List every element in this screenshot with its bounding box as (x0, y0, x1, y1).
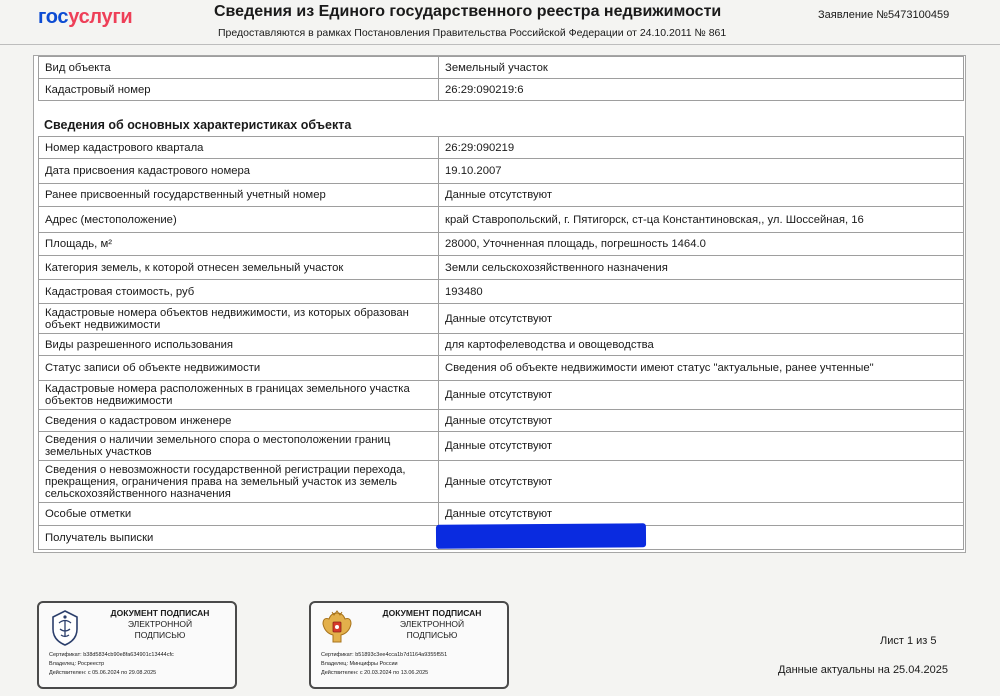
row-label: Получатель выписки (39, 526, 439, 550)
table-row (39, 410, 964, 432)
row-value: край Ставропольский, г. Пятигорск, ст-ца Константиновская,, ул. Шоссейная, 16 (439, 207, 964, 233)
row-value: Данные отсутствуют (439, 503, 964, 526)
stamp-heading: ЭЛЕКТРОННОЙ (127, 619, 193, 629)
table-row (39, 233, 964, 256)
row-value: Данные отсутствуют (439, 381, 964, 410)
signature-stamp-rosreestr (37, 601, 237, 689)
stamp-certificate: Сертификат: b38d5834cb90e8fa634901c13444cfc (49, 652, 174, 658)
header-divider (0, 44, 1000, 45)
row-label: Особые отметки (39, 503, 439, 526)
document-header (0, 0, 1000, 46)
row-value: 19.10.2007 (439, 159, 964, 184)
table-row (39, 184, 964, 207)
row-label: Площадь, м² (39, 233, 439, 256)
row-value: Данные отсутствуют (439, 461, 964, 503)
row-label: Сведения о невозможности государственной регистрации перехода, прекращения, ограничения права на земельный участок из земель сельскохозяйственного назначения (39, 461, 439, 503)
row-value: 28000, Уточненная площадь, погрешность 1464.0 (439, 233, 964, 256)
row-label: Виды разрешенного использования (39, 334, 439, 356)
stamp-heading: ЭЛЕКТРОННОЙ (399, 619, 465, 629)
row-value: 26:29:090219 (439, 137, 964, 159)
row-value: Данные отсутствуют (439, 432, 964, 461)
table-row (39, 334, 964, 356)
table-row (39, 503, 964, 526)
row-label: Кадастровая стоимость, руб (39, 280, 439, 304)
row-label: Кадастровые номера объектов недвижимости, из которых образован объект недвижимости (39, 304, 439, 334)
stamp-heading: ПОДПИСЬЮ (134, 630, 186, 640)
page-number: Лист 1 из 5 (880, 635, 937, 647)
data-actual-date: Данные актуальны на 25.04.2025 (778, 664, 948, 676)
redaction-mark (436, 523, 646, 548)
stamp-heading: ДОКУМЕНТ ПОДПИСАН (110, 608, 210, 618)
document-subtitle: Предоставляются в рамках Постановления Правительства Российской Федерации от 24.10.2011 № 861 (218, 27, 727, 39)
stamp-heading: ПОДПИСЬЮ (406, 630, 458, 640)
table-row (39, 79, 964, 101)
row-value: Земли сельскохозяйственного назначения (439, 256, 964, 280)
table-row (39, 356, 964, 381)
stamp-validity: Действителен: с 20.03.2024 по 13.06.2025 (321, 670, 429, 676)
row-value: Земельный участок (439, 57, 964, 79)
row-label: Дата присвоения кадастрового номера (39, 159, 439, 184)
stamp-certificate: Сертификат: b51893c3ee4cca1b7d1164a9355f551 (321, 652, 448, 658)
gosuslugi-logo[interactable] (38, 6, 132, 29)
table-row (39, 280, 964, 304)
row-label: Кадастровые номера расположенных в границах земельного участка объектов недвижимости (39, 381, 439, 410)
table-row (39, 137, 964, 159)
section-title: Сведения об основных характеристиках объекта (44, 118, 352, 132)
table-row (39, 432, 964, 461)
row-label: Вид объекта (39, 57, 439, 79)
table-row (39, 207, 964, 233)
stamp-validity: Действителен: с 05.06.2024 по 29.08.2025 (49, 670, 157, 676)
logo-part-1: гос (38, 6, 69, 28)
application-number: Заявление №5473100459 (818, 9, 950, 21)
stamp-owner: Владелец: Минцифры России (321, 661, 398, 667)
row-value: 26:29:090219:6 (439, 79, 964, 101)
row-value: 193480 (439, 280, 964, 304)
row-label: Категория земель, к которой отнесен земельный участок (39, 256, 439, 280)
object-identity-table (38, 56, 964, 101)
row-label: Статус записи об объекте недвижимости (39, 356, 439, 381)
table-row (39, 304, 964, 334)
table-row (39, 256, 964, 280)
row-label: Сведения о кадастровом инженере (39, 410, 439, 432)
stamp-owner: Владелец: Росреестр (49, 661, 105, 667)
document-title: Сведения из Единого государственного реестра недвижимости (214, 3, 722, 20)
stamp-heading: ДОКУМЕНТ ПОДПИСАН (382, 608, 482, 618)
rosreestr-emblem-icon (49, 609, 81, 647)
row-label: Номер кадастрового квартала (39, 137, 439, 159)
row-label: Ранее присвоенный государственный учетный номер (39, 184, 439, 207)
row-label: Сведения о наличии земельного спора о местоположении границ земельных участков (39, 432, 439, 461)
row-value: Данные отсутствуют (439, 410, 964, 432)
table-row (39, 159, 964, 184)
row-value: Данные отсутствуют (439, 304, 964, 334)
row-label: Адрес (местоположение) (39, 207, 439, 233)
row-value: для картофелеводства и овощеводства (439, 334, 964, 356)
row-value: Данные отсутствуют (439, 184, 964, 207)
table-row (39, 57, 964, 79)
row-value: Сведения об объекте недвижимости имеют статус "актуальные, ранее учтенные" (439, 356, 964, 381)
characteristics-table (38, 136, 964, 550)
table-row (39, 461, 964, 503)
row-label: Кадастровый номер (39, 79, 439, 101)
coat-of-arms-icon (321, 609, 353, 647)
logo-part-2: услуги (68, 6, 133, 28)
signature-stamp-mintsifry (309, 601, 509, 689)
table-row (39, 381, 964, 410)
